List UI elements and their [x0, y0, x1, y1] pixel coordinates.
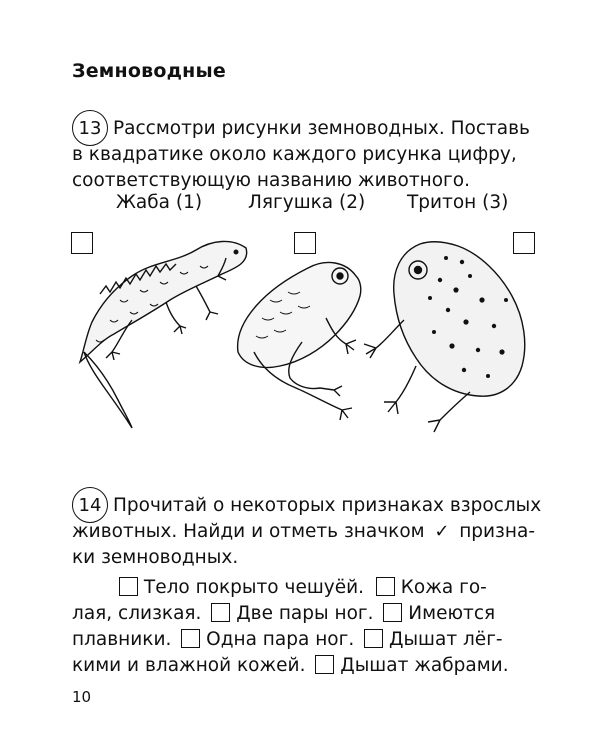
checkbox-fins[interactable] [383, 603, 402, 622]
task-13-number: 13 [72, 110, 108, 146]
task-13-line-2: в квадратике около каждого рисунка цифру, [72, 144, 517, 165]
option-lungs-skin-cont: кими и влажной кожей. [72, 655, 306, 676]
checkbox-two-pairs-legs[interactable] [211, 603, 230, 622]
option-row-1 [119, 575, 487, 601]
task-14-line-2 [72, 519, 535, 545]
label-newt: Тритон (3) [407, 192, 509, 213]
option-scales: Тело покрыто чешуёй. [143, 577, 364, 598]
newt-illustration [80, 241, 247, 428]
checkbox-lungs-skin[interactable] [364, 629, 383, 648]
option-bare-skin: Кожа го- [400, 577, 487, 598]
option-row-2 [72, 601, 495, 627]
option-row-4 [72, 653, 509, 679]
option-two-pairs-legs: Две пары ног. [236, 603, 374, 624]
frog-illustration [238, 262, 361, 420]
task-14-line-1-text: Прочитай о некоторых признаках взрослых [113, 495, 542, 516]
option-row-3 [72, 627, 503, 653]
task-14-line-2-end: призна- [459, 521, 535, 542]
option-one-pair-legs: Одна пара ног. [206, 629, 355, 650]
task-14-line-2-text: животных. Найди и отметь значком [72, 521, 425, 542]
task-14-number: 14 [72, 487, 108, 523]
task-14-line-1 [113, 493, 542, 519]
checkbox-gills[interactable] [315, 655, 334, 674]
checkbox-scales[interactable] [119, 577, 138, 596]
checkbox-one-pair-legs[interactable] [181, 629, 200, 648]
checkmark-icon: ✓ [434, 521, 450, 542]
label-frog: Лягушка (2) [248, 192, 366, 213]
option-bare-skin-cont: лая, слизкая. [72, 603, 202, 624]
option-gills: Дышат жабрами. [340, 655, 509, 676]
task-13-line-1-text: Рассмотри рисунки земноводных. Поставь [113, 118, 530, 139]
toad-illustration [364, 242, 525, 432]
section-title: Земноводные [72, 60, 226, 82]
task-13-line-3: соответствующую названию животного. [72, 170, 470, 191]
page-number: 10 [72, 688, 92, 706]
label-toad: Жаба (1) [116, 192, 203, 213]
task-14-line-3: ки земноводных. [72, 547, 239, 568]
option-fins: Имеются [408, 603, 496, 624]
option-fins-cont: плавники. [72, 629, 172, 650]
option-lungs-skin: Дышат лёг- [389, 629, 503, 650]
checkbox-bare-skin[interactable] [376, 577, 395, 596]
